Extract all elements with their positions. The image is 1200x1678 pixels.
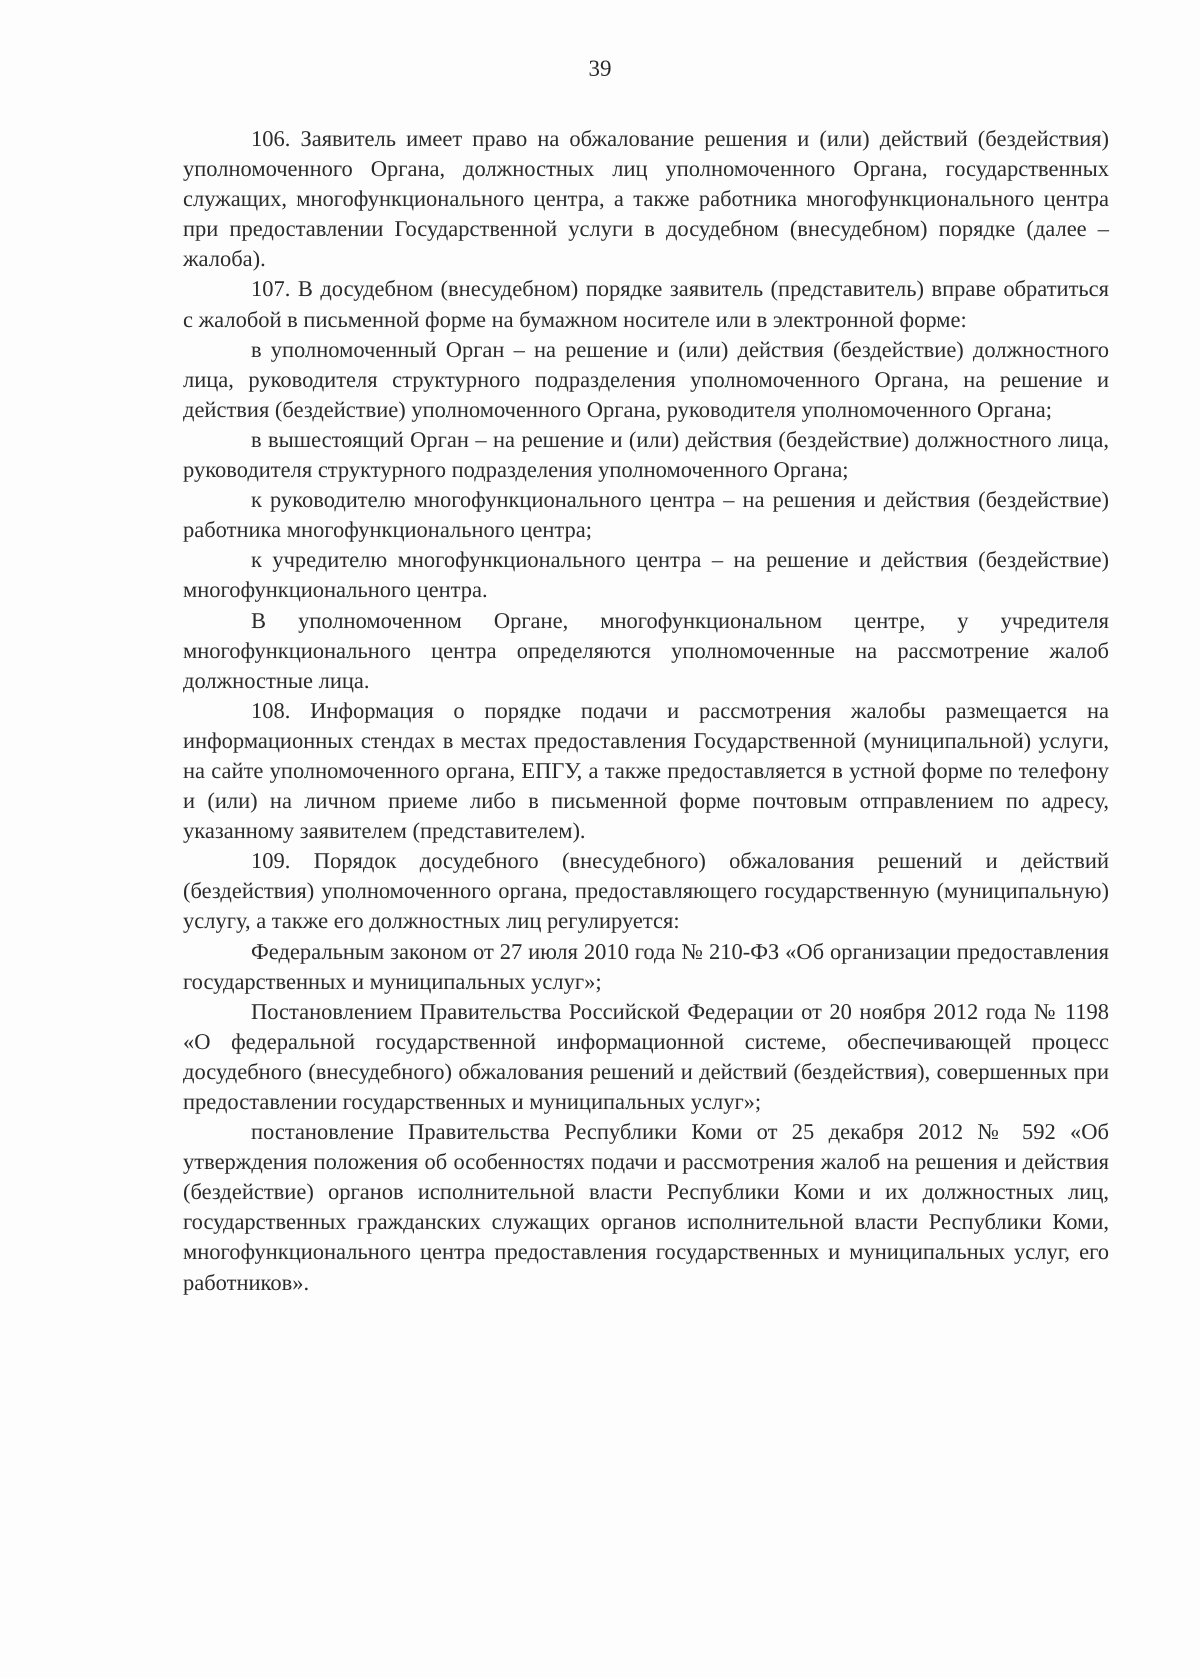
paragraph-108: 108. Информация о порядке подачи и рассмотрения жалобы размещается на информационных стендах в местах предоставления Государственной (муниципальной) услуги, на сайте уполномоченного органа, ЕПГУ, а также предоставляется в устной форме по телефону и (или) на личном приеме либо в письменной форме почтовым отправлением по адресу, указанному заявителем (представителем). bbox=[183, 697, 1109, 844]
list-item-mfc-founder: к учредителю многофункционального центра – на решение и действия (бездействие) многофункционального центра. bbox=[183, 547, 1109, 603]
paragraph-107: 107. В досудебном (внесудебном) порядке заявитель (представитель) вправе обратиться с жалобой в письменной форме на бумажном носителе или в электронной форме: bbox=[183, 276, 1109, 332]
list-item-government-resolution: Постановлением Правительства Российской Федерации от 20 ноября 2012 года № 1198 «О федеральной государственной информационной системе, обеспечивающей процесс досудебного (внесудебного) обжалования решений и действий (бездействия), совершенных при предоставлении государственных и муниципальных услуг»; bbox=[183, 998, 1109, 1114]
list-item-authorized-organ: в уполномоченный Орган – на решение и (или) действия (бездействие) должностного лица, руководителя структурного подразделения уполномоченного Органа, на решение и действия (бездействие) уполномоченного Органа, руководителя уполномоченного Органа; bbox=[183, 336, 1109, 422]
list-item-higher-organ: в вышестоящий Орган – на решение и (или) действия (бездействие) должностного лица, руководителя структурного подразделения уполномоченного Органа; bbox=[183, 426, 1109, 483]
list-item-mfc-head: к руководителю многофункционального центра – на решения и действия (бездействие) работника многофункционального центра; bbox=[183, 487, 1109, 543]
document-body bbox=[183, 124, 1109, 1298]
list-item-komi-resolution: постановление Правительства Республики Коми от 25 декабря 2012 № 592 «Об утверждения положения об особенностях подачи и рассмотрения жалоб на решения и действия (бездействие) органов исполнительной власти Республики Коми и их должностных лиц, государственных гражданских служащих органов исполнительной власти Республики Коми, многофункционального центра предоставления государственных и муниципальных услуг, его работников». bbox=[183, 1119, 1109, 1295]
page-number: 39 bbox=[588, 56, 612, 81]
paragraph-responsible-officials: В уполномоченном Органе, многофункциональном центре, у учредителя многофункционального центра определяются уполномоченные на рассмотрение жалоб должностные лица. bbox=[183, 607, 1109, 693]
paragraph-109: 109. Порядок досудебного (внесудебного) обжалования решений и действий (бездействия) уполномоченного органа, предоставляющего государственную (муниципальную) услугу, а также его должностных лиц регулируется: bbox=[183, 848, 1109, 934]
list-item-federal-law: Федеральным законом от 27 июля 2010 года № 210-ФЗ «Об организации предоставления государственных и муниципальных услуг»; bbox=[183, 938, 1109, 994]
paragraph-106: 106. Заявитель имеет право на обжалование решения и (или) действий (бездействия) уполномоченного Органа, должностных лиц уполномоченного Органа, государственных служащих, многофункционального центра, а также работника многофункционального центра при предоставлении Государственной услуги в досудебном (внесудебном) порядке (далее – жалоба). bbox=[183, 126, 1109, 272]
